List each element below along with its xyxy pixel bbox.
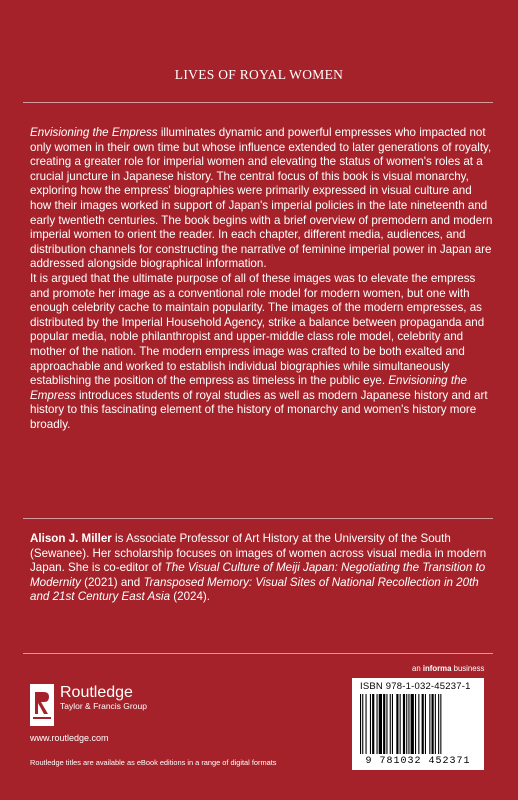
barcode-bar [396, 694, 398, 754]
publisher-name: Routledge [60, 684, 133, 701]
description-paragraph-2: It is argued that the ultimate purpose of all of these images was to elevate the empress and promote her image as a conventional role model for modern women, but one with enough celebrity cache to maintain popularity. The images of the modern empresses, as distributed by the Imperial Household Agency, strike a balance between propaganda and popular media, noble philanthropist and upper-middle class role model, celebrity and mother of the nation. The modern empress image was crafted to be both exalted and approachable and worked to establish individual biographies while simultaneously establishing the position of the empress as timeless in the public eye. Envisioning the Empress introduces students of royal studies as well as modern Japanese history and art history to this fascinating element of the history of monarchy and women's history more broadly. [30, 271, 488, 431]
barcode-bar [392, 694, 393, 754]
isbn-barcode [352, 678, 484, 770]
author-bio: Alison J. Miller is Associate Professor of Art History at the University of the South (Sewanee). Her scholarship focuses on images of women across visual media in modern Japan. She is co-editor of The Visual Culture of Meiji Japan: Negotiating the Transition to Modernity (2021) and Transposed Memory: Visual Sites of National Recollection in 20th and 21st Century East Asia (2024). [30, 532, 487, 604]
book-description [30, 126, 496, 432]
barcode-bar [432, 694, 434, 754]
top-divider [23, 102, 493, 103]
barcode-bar [408, 694, 409, 754]
series-title: LIVES OF ROYAL WOMEN [174, 67, 344, 82]
barcode-bar [366, 694, 367, 754]
barcode-bar [425, 694, 426, 754]
description-paragraph-1: Envisioning the Empress illuminates dynamic and powerful empresses who impacted not only women in their own time but whose influence extended to later generations of royalty, creating a greater role for imperial women and elevating the status of women's roles at a crucial juncture in Japanese history. The central focus of this book is visual monarchy, exploring how the empress' biographies were primarily expressed in visual culture and how their images worked in support of Japan's imperial policies in the late nineteenth and early twentieth centuries. The book begins with a brief overview of premodern and modern imperial women to orient the reader. In each chapter, different media, audiences, and distribution channels for constructing the narrative of feminine imperial power in Japan are addressed alongside biographical information. [30, 126, 493, 271]
publisher-logo [30, 684, 147, 726]
book-title: Envisioning the Empress [30, 126, 158, 139]
barcode-digits: 9 781032 452371 [365, 756, 471, 767]
barcode-bar [372, 694, 374, 754]
barcode-bar [418, 694, 419, 754]
barcode-bar [440, 694, 441, 754]
informa-business-label: an informa business [412, 664, 485, 673]
barcode-bar [370, 694, 371, 754]
barcode-bar [406, 694, 407, 754]
bottom-divider [23, 653, 493, 654]
routledge-logo-icon [30, 684, 54, 726]
work-title: The Visual Culture of Meiji Japan: Negotiating the Transition to Modernity [30, 561, 486, 589]
publisher-website[interactable]: www.routledge.com [30, 733, 109, 743]
barcode-bar [362, 694, 363, 754]
barcode-bar [415, 694, 416, 754]
barcode-bar [403, 694, 405, 754]
barcode-bar [435, 694, 436, 754]
middle-divider [23, 518, 493, 519]
work-title: Transposed Memory: Visual Sites of National Recollection in 20th and 21st Century East Asia [30, 575, 479, 604]
barcode-bar [377, 694, 378, 754]
publisher-group: Taylor & Francis Group [60, 701, 147, 711]
barcode-bar [438, 694, 439, 754]
barcode-bar [411, 694, 414, 754]
barcode-bar [400, 694, 401, 754]
barcode-bar [386, 694, 387, 754]
book-title: Envisioning the Empress [30, 374, 467, 402]
barcode-bar [390, 694, 391, 754]
isbn-label: ISBN 978-1-032-45237-1 [360, 681, 471, 692]
author-name: Alison J. Miller [30, 532, 112, 545]
ebook-note: Routledge titles are available as eBook editions in a range of digital formats [30, 758, 277, 767]
barcode-bar [429, 694, 430, 754]
barcode-bar [360, 694, 361, 754]
barcode-bar [422, 694, 424, 754]
barcode-bar [379, 694, 382, 754]
barcode-icon [360, 694, 478, 754]
barcode-bar [383, 694, 385, 754]
